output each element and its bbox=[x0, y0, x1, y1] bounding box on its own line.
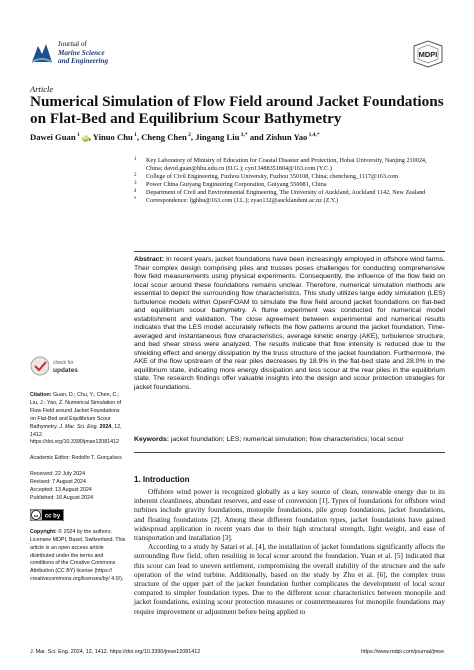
affiliation-number: 3 bbox=[134, 180, 137, 186]
author-name: Jingang Liu bbox=[195, 132, 240, 142]
intro-paragraph-1: Offshore wind power is recognized globally as a key source of clean, renewable energy due to its inherent cleanliness, abundant reserves, and ease of conversion [1]. Types of foundations for offshore wind turbines include gravity foundations, monopile foundations, pile group foundations, jacket foundations, and floating foundations [2]. Among these different foundation types, jacket foundations have gained widespread application in recent years due to their high structural strength, light weight, and ease of transportation and installation [3]. bbox=[134, 488, 445, 543]
journal-name-line3: and Engineering bbox=[58, 57, 109, 66]
svg-text:cc: cc bbox=[33, 512, 39, 518]
journal-logo-icon bbox=[30, 40, 54, 66]
date-published: Published: 16 August 2024 bbox=[30, 494, 94, 501]
affiliation-number: 4 bbox=[134, 188, 137, 194]
cc-badge-text: cc by bbox=[44, 513, 61, 520]
author-affiliation-marker: 1 bbox=[75, 132, 80, 139]
abstract-label: Abstract: bbox=[134, 256, 165, 263]
abstract-top-rule bbox=[134, 251, 445, 252]
date-revised: Revised: 7 August 2024 bbox=[30, 479, 86, 486]
cc-by-license-icon[interactable] bbox=[30, 509, 64, 521]
journal-name-line1: Journal of bbox=[58, 40, 87, 48]
citation-text: Guan, D.; Chu, Y.; Chen, C.; Liu, J.; Yao, Z. Numerical Simulation of Flow Field around Jacket Foundations on Flat-Bed and Equilibrium Scour Bathymetry. bbox=[30, 392, 122, 430]
check-updates-line1: check for bbox=[53, 360, 74, 366]
copyright-text: © 2024 by the authors. Licensee MDPI, Basel, Switzerland. This article is an open access article distributed under the terms and conditions of the Creative Commons Attribution (CC BY) license (https:// creativecommons.org/licenses/by/ 4.0/). bbox=[30, 528, 126, 583]
article-sidebar bbox=[30, 392, 126, 584]
keywords-text: jacket foundation; LES; numerical simulation; flow characteristics; local scour bbox=[170, 436, 404, 443]
keywords-bottom-rule bbox=[134, 452, 445, 453]
copyright-label: Copyright: bbox=[30, 528, 57, 535]
paper-title: Numerical Simulation of Flow Field around Jacket Foundations on Flat-Bed and Equilibrium Scour Bathymetry bbox=[30, 93, 444, 127]
affiliation-item bbox=[134, 189, 444, 197]
check-for-updates-button[interactable] bbox=[30, 355, 92, 377]
citation-block bbox=[30, 392, 126, 447]
citation-doi[interactable]: , 12, 1412. https://doi.org/10.3390/jmse12081412 bbox=[30, 423, 122, 446]
citation-label: Citation: bbox=[30, 392, 52, 398]
abstract-text: In recent years, jacket foundations have been increasingly employed in offshore wind farms. Their complex design comprising piles and trusses poses challenges for conducting comprehensive flow field measurements using physical experiments. Consequently, the influence of the flow field on local scour around these foundations remains unclear. Therefore, numerical simulation methods are essential to depict the surrounding flow characteristics. This study utilizes large eddy simulation (LES) turbulence models within OpenFOAM to simulate the flow field around jacket foundations on flat-bed and equilibrium scour bathymetry. A flume experiment was conducted for numerical model establishment and validation. The close agreement between experimental and numerical results indicates that the LES model accurately reflects the flow patterns around the jacket foundation. Time-averaged and instantaneous flow characteristics, average kinetic energy (AKE), turbulence structure, and bed shear stress were analyzed. The results indicate that flow intensity is reduced due to the shielding effect and energy dissipation by the truss structure of the jacket foundation. Furthermore, the AKE of the flow upstream of the rear piles decreases by 18.9% in the flat-bed state and 28.0% in the equilibrium state, indicating more energy dissipation and less scour at the rear piles in the equilibrium state. The research findings offer valuable insights into the design and scour protection strategies for jacket foundations. bbox=[134, 256, 446, 391]
author-name: Yinuo Chu bbox=[92, 132, 133, 142]
mdpi-logo bbox=[412, 40, 444, 68]
author-name: Cheng Chen bbox=[141, 132, 187, 142]
affiliation-text: Power China Guiyang Engineering Corporation, Guiyang 550081, China bbox=[146, 180, 327, 188]
affiliation-number: * bbox=[134, 196, 137, 202]
affiliation-item bbox=[134, 157, 444, 173]
author-affiliation-marker: 1,4,* bbox=[307, 132, 320, 139]
affiliation-text: Department of Civil and Environmental Engineering, The University of Auckland, Auckland 1142, New Zealand bbox=[146, 188, 426, 196]
citation-journal: J. Mar. Sci. Eng. bbox=[59, 423, 99, 430]
affiliation-item bbox=[134, 173, 444, 181]
author-affiliation-marker: 3,* bbox=[239, 132, 248, 139]
orcid-icon[interactable]: iD bbox=[82, 135, 88, 141]
journal-name-line2: Marine Science bbox=[58, 48, 105, 57]
page-footer bbox=[30, 649, 444, 655]
footer-citation[interactable]: J. Mar. Sci. Eng. 2024, 12, 1412. https://doi.org/10.3390/jmse12081412 bbox=[30, 649, 201, 655]
author-list: Dawei Guan $^1$ iD, Yinuo Chu $^1$, Cheng Chen $^2$, Jingang Liu $^{3,*}$ and Zishun Yao $^{1,4,*}$ bbox=[30, 132, 320, 142]
citation-year: 2024 bbox=[99, 423, 112, 430]
date-accepted: Accepted: 13 August 2024 bbox=[30, 487, 92, 494]
journal-name bbox=[58, 40, 108, 66]
check-updates-line2: updates bbox=[53, 367, 78, 374]
introduction-body bbox=[134, 488, 445, 617]
date-received: Received: 22 July 2024 bbox=[30, 471, 86, 478]
affiliation-number: 1 bbox=[134, 157, 137, 162]
article-type: Article bbox=[30, 84, 54, 94]
affiliation-item bbox=[134, 197, 444, 205]
author-name: and Zishun Yao bbox=[249, 132, 308, 142]
keywords-label: Keywords: bbox=[134, 436, 169, 443]
academic-editor: Academic Editor: Rodolfo T. Gonçalves bbox=[30, 455, 122, 462]
copyright-block bbox=[30, 529, 126, 584]
affiliation-text: Key Laboratory of Ministry of Education for Coastal Disaster and Protection, Hohai University, Nanjing 210024, China; david.guan@hhu.edu.cn (D.G.); cyn13488351804@163.com (Y.C.) bbox=[146, 157, 427, 172]
section-heading-introduction: 1. Introduction bbox=[134, 475, 190, 484]
affiliation-text: Correspondence: ljghhu@163.com (J.L.); zyao132@aucklanduni.ac.nz (Z.Y.) bbox=[146, 196, 339, 204]
author-name: Dawei Guan bbox=[30, 132, 76, 142]
author-affiliation-marker: 1 bbox=[132, 132, 137, 139]
author-affiliation-marker: 2 bbox=[186, 132, 191, 139]
affiliation-number: 2 bbox=[134, 172, 137, 178]
abstract bbox=[134, 256, 445, 392]
affiliation-item bbox=[134, 181, 444, 189]
footer-journal-url[interactable]: https://www.mdpi.com/journal/jmse bbox=[361, 649, 444, 655]
intro-paragraph-2: According to a study by Satari et al. [4], the installation of jacket foundations significantly affects the surrounding flow field, often resulting in local scour around the foundation. Yuan et al. [5] indicated that this scour can lead to uneven settlement, compromising the overall stability of the structure and the safe operation of the wind turbine. Additionally, based on the study by Zhu et al. [6], the complex truss structure of the upper part of the jacket foundation further complicates the development of local scour compared to simpler foundation types. Due to the different scour characteristics between monopile and jacket foundations, existing scour protection measures or countermeasures for monopile foundations may require improvement or adjustment before being applied to bbox=[134, 543, 445, 616]
affiliations bbox=[134, 157, 444, 204]
keywords bbox=[134, 436, 445, 445]
affiliation-text: College of Civil Engineering, Fuzhou University, Fuzhou 350108, China; chencheng_1117@163.com bbox=[146, 172, 399, 180]
mdpi-logo-text: MDPI bbox=[418, 50, 438, 59]
